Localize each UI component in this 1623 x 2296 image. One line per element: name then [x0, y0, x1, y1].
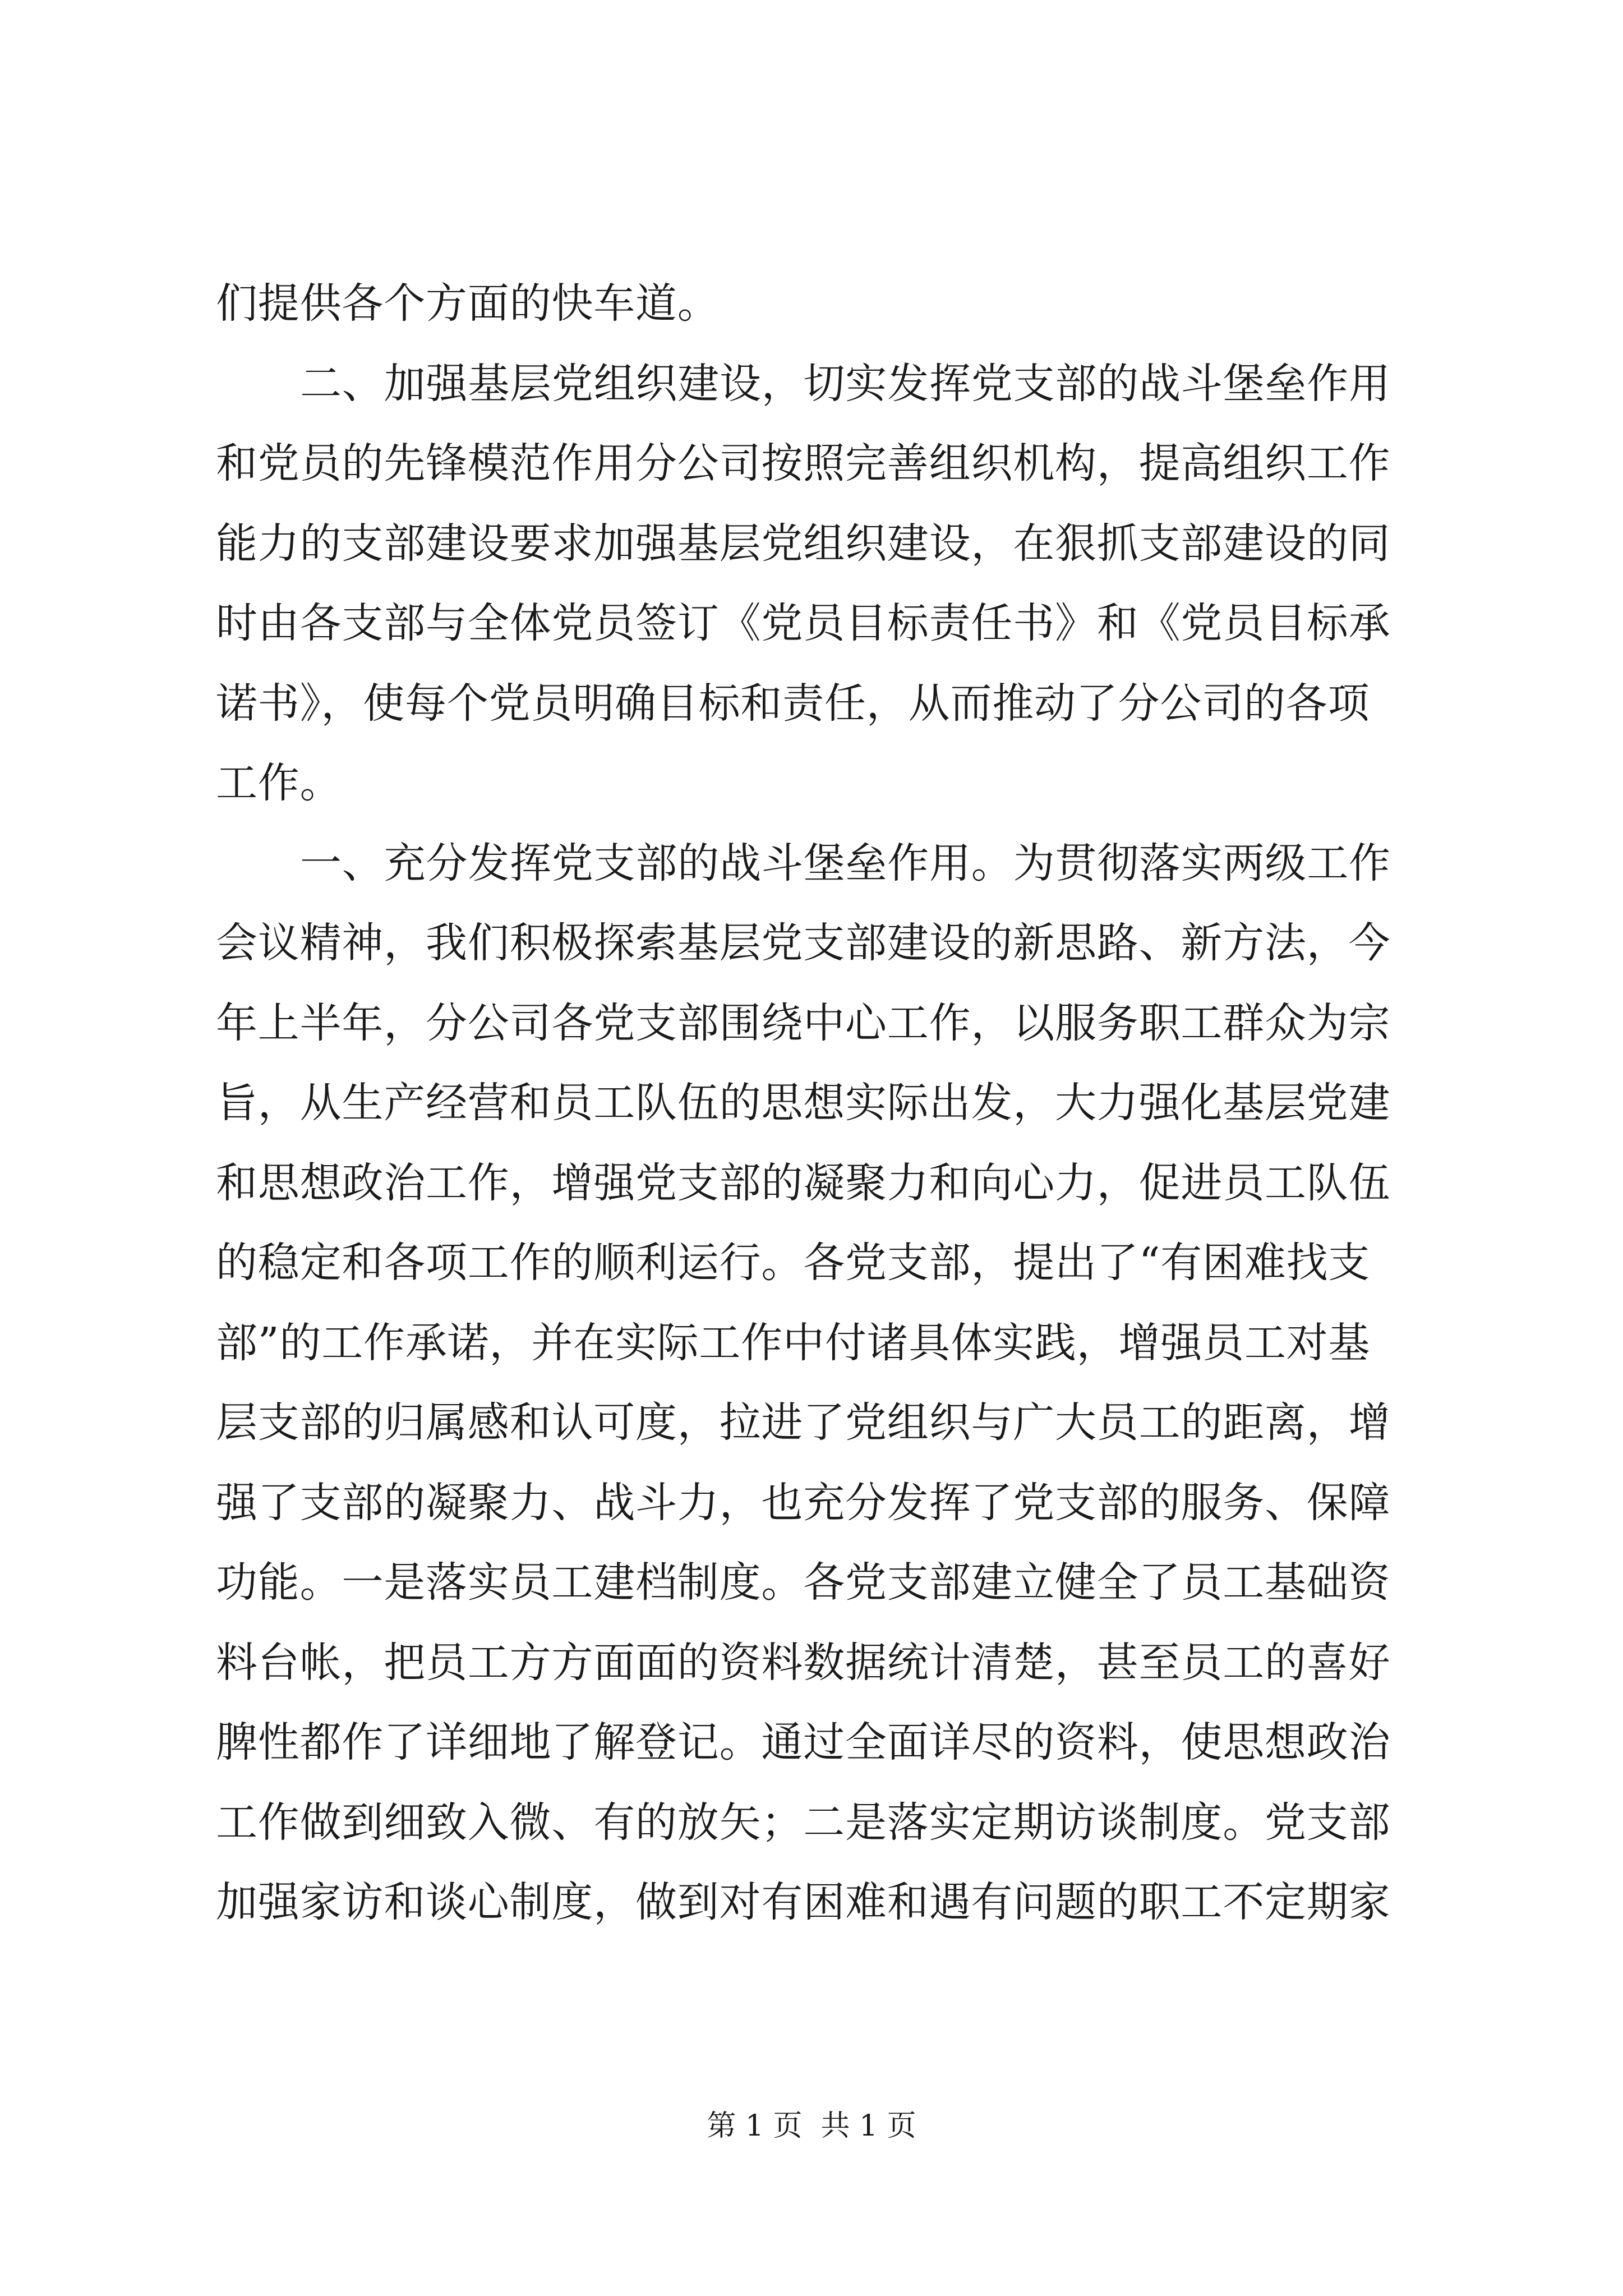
text-line: 工作做到细致入微、有的放矢；二是落实定期访谈制度。党支部 — [216, 1798, 1391, 1847]
text-line: 诺书》，使每个党员明确目标和责任，从而推动了分公司的各项 — [216, 679, 1370, 728]
text-line: 和思想政治工作，增强党支部的凝聚力和向心力，促进员工队伍 — [216, 1158, 1391, 1207]
section-heading-2: 二、加强基层党组织建设，切实发挥党支部的战斗堡垒作用 — [300, 359, 1391, 408]
text-line: 们提供各个方面的快车道。 — [216, 279, 720, 328]
section-heading-1: 一、充分发挥党支部的战斗堡垒作用。为贯彻落实两级工作 — [300, 839, 1391, 887]
text-line: 强了支部的凝聚力、战斗力，也充分发挥了党支部的服务、保障 — [216, 1478, 1391, 1527]
text-line: 层支部的归属感和认可度，拉进了党组织与广大员工的距离，增 — [216, 1398, 1391, 1447]
text-line: 时由各支部与全体党员签订《党员目标责任书》和《党员目标承 — [216, 599, 1391, 647]
text-line: 旨，从生产经营和员工队伍的思想实际出发，大力强化基层党建 — [216, 1079, 1391, 1127]
body-text — [216, 264, 1422, 1943]
text-line: 功能。一是落实员工建档制度。各党支部建立健全了员工基础资 — [216, 1558, 1391, 1607]
text-line: 的稳定和各项工作的顺利运行。各党支部，提出了“有困难找支 — [216, 1239, 1371, 1287]
text-line: 年上半年，分公司各党支部围绕中心工作，以服务职工群众为宗 — [216, 999, 1391, 1047]
text-line: 会议精神，我们积极探索基层党支部建设的新思路、新方法，今 — [216, 919, 1391, 967]
text-line: 部”的工作承诺，并在实际工作中付诸具体实践，增强员工对基 — [216, 1318, 1371, 1367]
page-footer — [0, 2106, 1623, 2146]
text-line: 和党员的先锋模范作用分公司按照完善组织机构，提高组织工作 — [216, 439, 1391, 487]
text-line: 料台帐，把员工方方面面的资料数据统计清楚，甚至员工的喜好 — [216, 1638, 1391, 1687]
text-line: 脾性都作了详细地了解登记。通过全面详尽的资料，使思想政治 — [216, 1718, 1391, 1766]
text-line: 加强家访和谈心制度，做到对有困难和遇有问题的职工不定期家 — [216, 1878, 1391, 1926]
text-line: 工作。 — [216, 759, 342, 807]
page-number: 第 1 页 共 1 页 — [707, 2109, 916, 2143]
text-line: 能力的支部建设要求加强基层党组织建设，在狠抓支部建设的同 — [216, 519, 1391, 568]
